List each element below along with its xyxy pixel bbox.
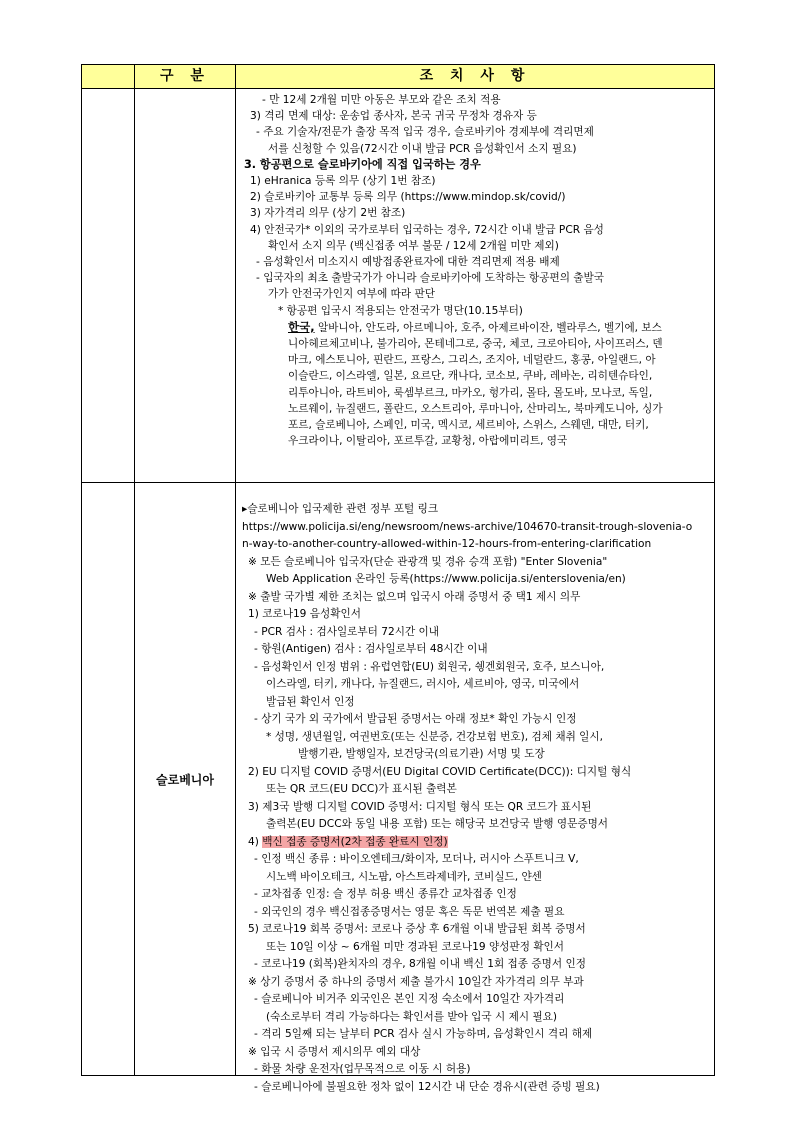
text-line: 2) EU 디지털 COVID 증명서(EU Digital COVID Certificate(DCC)): 디지털 형식 <box>248 765 632 778</box>
vaccine-cert-number: 4) <box>248 835 263 848</box>
text-line: 발행기관, 발행일자, 보건당국(의료기관) 서명 및 도장 <box>298 748 545 760</box>
portal-link-url[interactable]: n-way-to-another-country-allowed-within-12-hours-from-entering-clarification <box>242 538 652 550</box>
text-line: - 음성확인서 인정 범위 : 유럽연합(EU) 회원국, 쉥겐회원국, 호주, 보스니아, <box>254 660 605 673</box>
text-line: - 슬로베니아에 불필요한 정차 없이 12시간 내 단순 경유시(관련 증빙 필요) <box>254 1080 600 1093</box>
text-line: 3) 제3국 발행 디지털 COVID 증명서: 디지털 형식 또는 QR 코드가 표시된 <box>248 800 592 813</box>
country-cell: 슬로베니아 <box>135 483 236 1075</box>
text-line: - 외국인의 경우 백신접종증명서는 영문 혹은 독문 번역본 제출 필요 <box>254 905 565 918</box>
text-line: 니아헤르체고비나, 불가리아, 몬테네그로, 중국, 체코, 크로아티아, 사이프러스, 덴 <box>288 338 663 351</box>
text-line: 2) 슬로바키아 교통부 등록 의무 (https://www.mindop.sk/covid/) <box>250 191 566 204</box>
text-line: ※ 모든 슬로베니아 입국자(단순 관광객 및 경유 승객 포함) "Enter Slovenia" <box>248 555 608 568</box>
text-line: 노르웨이, 뉴질랜드, 폴란드, 오스트리아, 루마니아, 산마리노, 북마케도니아, 싱가 <box>288 402 663 415</box>
text-line: 이스라엘, 터키, 캐나다, 뉴질랜드, 러시아, 세르비아, 영국, 미국에서 <box>266 678 580 690</box>
header-gubun: 구 분 <box>135 65 236 88</box>
section-heading: 3. 항공편으로 슬로바키아에 직접 입국하는 경우 <box>244 157 481 171</box>
header-measures: 조 치 사 항 <box>419 68 531 84</box>
text-line: 발급된 확인서 인정 <box>266 695 355 708</box>
text-line: 가가 안전국가인지 여부에 따라 판단 <box>268 288 435 301</box>
text-line: - 인정 백신 종류 : 바이오엔테크/화이자, 모더나, 러시아 스푸트니크 V, <box>254 853 579 865</box>
text-line: - 상기 국가 외 국가에서 발급된 증명서는 아래 정보* 확인 가능시 인정 <box>254 713 577 725</box>
text-line: 포르, 슬로베니아, 스페인, 미국, 멕시코, 세르비아, 스위스, 스웨덴, 대만, 터키, <box>288 419 649 432</box>
text-line: 3) 격리 면제 대상: 운송업 종사자, 본국 귀국 무정차 경유자 등 <box>250 110 537 123</box>
text-line: (숙소로부터 격리 가능하다는 확인서를 받아 입국 시 제시 필요) <box>266 1010 558 1023</box>
text-line: 5) 코로나19 회복 증명서: 코로나 증상 후 6개월 이내 발급된 회복 증명서 <box>248 923 586 935</box>
text-line: 또는 QR 코드(EU DCC)가 표시된 출력본 <box>266 783 457 795</box>
text-line: ※ 상기 증명서 중 하나의 증명서 제출 불가시 10일간 자가격리 의무 부과 <box>248 975 584 988</box>
text-line: Web Application 온라인 등록(https://www.policija.si/enterslovenia/en) <box>266 573 626 585</box>
text-line: - 코로나19 (회복)완치자의 경우, 8개월 이내 백신 1회 접종 증명서 인정 <box>254 958 586 970</box>
table-header <box>82 65 714 89</box>
country-cell-blank <box>135 89 236 482</box>
text-line: 확인서 소지 의무 (백신접종 여부 불문 / 12세 2개월 미만 제외) <box>268 239 559 252</box>
text-line: 4) 안전국가* 이외의 국가로부터 입국하는 경우, 72시간 이내 발급 PCR 음성 <box>250 223 604 236</box>
slovenia-measures <box>236 483 714 1093</box>
text-line: * 성명, 생년월일, 여권번호(또는 신분증, 건강보험 번호), 검체 채취 일시, <box>266 730 604 743</box>
text-line: ※ 출발 국가별 제한 조치는 없으며 입국시 아래 증명서 중 택1 제시 의무 <box>248 590 581 603</box>
korea-label: 한국, <box>288 319 315 334</box>
text-line: * 항공편 입국시 적용되는 안전국가 명단(10.15부터) <box>278 304 523 317</box>
text-line: - 격리 5일째 되는 날부터 PCR 검사 실시 가능하며, 음성확인시 격리 해제 <box>254 1028 593 1040</box>
safe-country-line: 한국, 알바니아, 안도라, 아르메니아, 호주, 아제르바이잔, 벨라루스, 벨기에, 보스 <box>288 319 662 334</box>
text-line: 서를 신청할 수 있음(72시간 이내 발급 PCR 음성확인서 소지 필요) <box>268 142 577 155</box>
text-line: 출력본(EU DCC와 동일 내용 포함) 또는 해당국 보건당국 발행 영문증명서 <box>266 818 609 830</box>
text-line: - 화물 차량 운전자(업무목적으로 이동 시 허용) <box>254 1063 471 1075</box>
text-line: 마크, 에스토니아, 핀란드, 프랑스, 그리스, 조지아, 네덜란드, 홍콩, 아일랜드, 아 <box>288 354 656 367</box>
text-line: - 주요 기술자/전문가 출장 목적 입국 경우, 슬로바키아 경제부에 격리면제 <box>256 126 594 139</box>
text-line: - 교차접종 인정: 슬 정부 허용 백신 종류간 교차접종 인정 <box>254 888 517 900</box>
text-line: - 음성확인서 미소지시 예방접종완료자에 대한 격리면제 적용 배제 <box>256 256 560 269</box>
header-blank-cell <box>82 65 135 88</box>
text-line: - 항원(Antigen) 검사 : 검사일로부터 48시간 이내 <box>254 643 488 655</box>
vaccine-cert-line <box>242 834 710 852</box>
text-line: 또는 10일 이상 ~ 6개월 미만 경과된 코로나19 양성판정 확인서 <box>266 940 565 953</box>
text-line: - 만 12세 2개월 미만 아동은 부모와 같은 조치 적용 <box>262 94 501 106</box>
text-line: 1) 코로나19 음성확인서 <box>248 608 361 620</box>
portal-link-title: ▸슬로베니아 입국제한 관련 정부 포털 링크 <box>242 503 439 515</box>
highlighted-text: 백신 접종 증명서(2차 접종 완료시 인정) <box>262 835 448 848</box>
text-line: 시노백 바이오테크, 시노팜, 아스트라제네카, 코비실드, 얀센 <box>266 870 542 883</box>
measures-table <box>81 64 715 1093</box>
text-line: - 입국자의 최초 출발국가가 아니라 슬로바키아에 도착하는 항공편의 출발국 <box>256 272 604 285</box>
region-cell <box>82 89 135 482</box>
text-line: - PCR 검사 : 검사일로부터 72시간 이내 <box>254 625 440 638</box>
text-line: 리투아니아, 라트비아, 룩셈부르크, 마카오, 헝가리, 몰타, 몰도바, 모나코, 독일, <box>288 386 653 399</box>
text-line: 우크라이나, 이탈리아, 포르투갈, 교황청, 아랍에미리트, 영국 <box>288 435 568 448</box>
text-line: - 슬로베니아 비거주 외국인은 본인 지정 숙소에서 10일간 자가격리 <box>254 993 565 1005</box>
text-line: ※ 입국 시 증명서 제시의무 예외 대상 <box>248 1045 421 1058</box>
text-line: 1) eHranica 등록 의무 (상기 1번 참조) <box>250 175 436 188</box>
portal-link-url[interactable]: https://www.policija.si/eng/newsroom/news-archive/104670-transit-trough-slovenia-o <box>242 520 693 533</box>
slovakia-measures <box>236 89 714 482</box>
text-line: 3) 자가격리 의무 (상기 2번 참조) <box>250 207 406 220</box>
text-line: 이슬란드, 이스라엘, 일본, 요르단, 캐나다, 코소보, 쿠바, 레바논, 리히텐슈타인, <box>288 370 653 383</box>
slovakia-row <box>82 89 714 483</box>
region-cell <box>82 483 135 1075</box>
slovenia-row <box>82 483 714 1093</box>
